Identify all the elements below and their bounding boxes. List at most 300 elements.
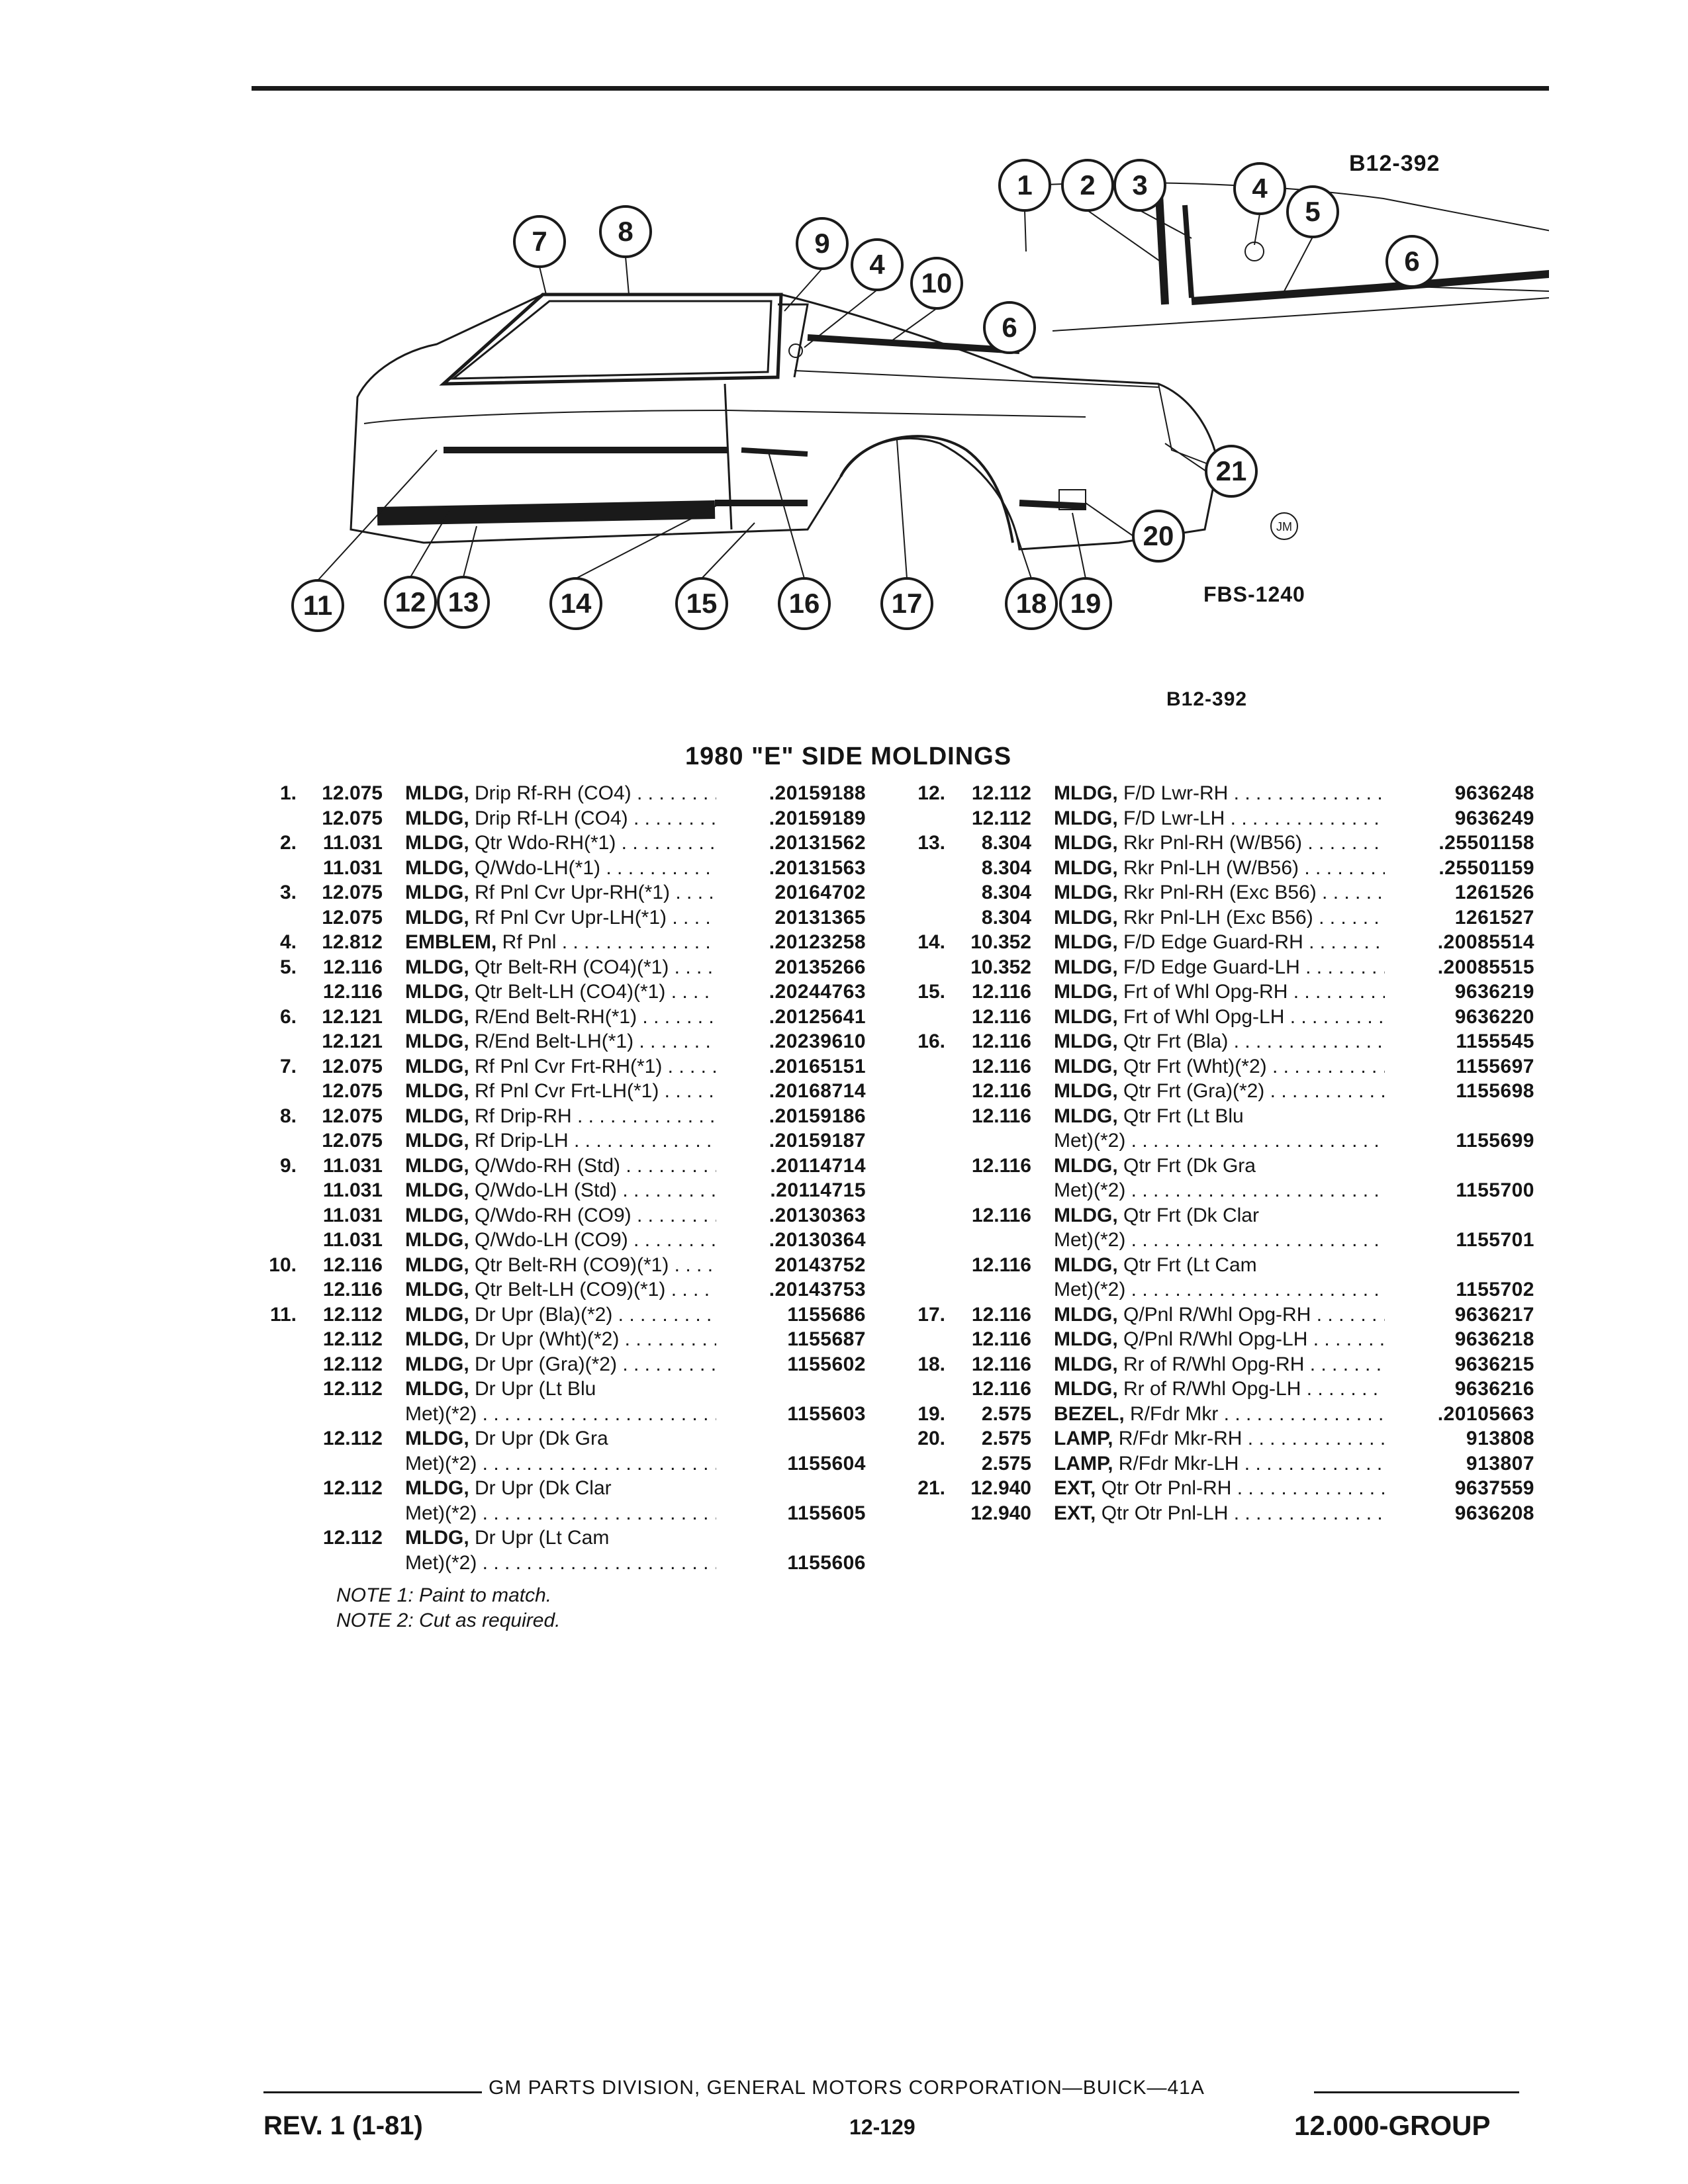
part-description [1054, 1054, 1385, 1079]
group-number: 12.116 [322, 981, 383, 1003]
ref-number: 17. [917, 1303, 945, 1326]
group-number: 2.575 [981, 1428, 1031, 1449]
part-desc-text: Q/Wdo-LH (CO9) [469, 1229, 628, 1251]
part-row [899, 831, 1534, 856]
part-number: 1155701 [1456, 1229, 1534, 1251]
part-keyword: MLDG, [405, 906, 469, 929]
part-number: 1155699 [1456, 1130, 1534, 1152]
part-description [405, 1253, 716, 1278]
ref-number: 2. [279, 832, 297, 854]
part-keyword: MLDG, [1054, 1154, 1118, 1177]
group-number: 12.112 [322, 1303, 383, 1326]
group-number: 12.940 [970, 1477, 1031, 1499]
part-description [1054, 1079, 1385, 1104]
part-description [1054, 1476, 1385, 1501]
part-row [899, 856, 1534, 881]
ref-number: 13. [917, 832, 945, 854]
part-desc-text: Met)(*2) [1054, 1279, 1126, 1300]
part-keyword: MLDG, [405, 1055, 469, 1077]
callout-19 [1060, 578, 1111, 629]
part-keyword: MLDG, [405, 1303, 469, 1326]
ref-number: 20. [917, 1428, 945, 1449]
parts-list-right [899, 781, 1534, 1525]
part-desc-text: Qtr Otr Pnl-LH [1096, 1502, 1229, 1524]
part-row [250, 1104, 866, 1129]
part-desc-text: F/D Edge Guard-RH [1117, 931, 1303, 953]
callout-16 [779, 578, 829, 629]
part-description [1054, 1402, 1385, 1427]
part-row [250, 1476, 866, 1501]
group-number: 11.031 [322, 832, 383, 854]
part-number: .20244763 [769, 981, 866, 1003]
part-number: .20159188 [769, 782, 866, 804]
jm-mark [1271, 513, 1297, 539]
part-description [405, 1029, 716, 1054]
svg-text:20: 20 [1143, 520, 1174, 551]
group-number: 12.116 [971, 1353, 1031, 1375]
part-keyword: MLDG, [405, 782, 469, 804]
page-number: 12-129 [849, 2115, 915, 2139]
ref-number: 3. [279, 882, 297, 903]
part-description [405, 1426, 716, 1451]
group-number: 2.575 [981, 1402, 1031, 1425]
part-keyword: MLDG, [405, 1353, 469, 1375]
part-description [405, 781, 716, 806]
fbs-code: FBS-1240 [1203, 582, 1305, 606]
callout-13 [438, 577, 489, 627]
part-row [899, 880, 1534, 905]
svg-text:13: 13 [447, 586, 479, 617]
part-description [1054, 1203, 1385, 1228]
callout-18 [1006, 578, 1056, 629]
svg-text:18: 18 [1015, 588, 1047, 619]
part-row [899, 781, 1534, 806]
part-row [250, 1525, 866, 1551]
part-description [1054, 979, 1385, 1005]
part-row [250, 1426, 866, 1451]
part-keyword: BEZEL, [1054, 1402, 1125, 1425]
part-row [250, 1203, 866, 1228]
part-number: 9636248 [1454, 782, 1534, 804]
part-desc-text: Met)(*2) [405, 1402, 477, 1425]
group-number: 12.116 [971, 1080, 1031, 1102]
part-number: 9636217 [1454, 1303, 1534, 1326]
part-row [899, 1005, 1534, 1030]
group-number: 8.304 [981, 906, 1031, 929]
part-desc-text: Rf Pnl Cvr Frt-RH(*1) [469, 1055, 663, 1077]
part-row [899, 1178, 1534, 1203]
part-description [405, 955, 716, 980]
part-desc-text: Met)(*2) [405, 1551, 477, 1574]
group-number: 12.075 [322, 1080, 383, 1102]
part-desc-text: Q/Wdo-RH (Std) [469, 1154, 621, 1177]
part-description [1054, 1377, 1385, 1402]
group-number: 12.121 [322, 1030, 383, 1052]
part-number: .20165151 [769, 1055, 866, 1077]
callout-1 [1000, 160, 1050, 210]
group-number: 12.812 [322, 931, 383, 953]
group-number: 10.352 [970, 956, 1031, 978]
svg-text:1: 1 [1017, 169, 1033, 201]
part-desc-text: R/Fdr Mkr [1124, 1402, 1219, 1425]
part-desc-text: Qtr Frt (Lt Blu [1117, 1105, 1244, 1127]
group-number: 11.031 [322, 1204, 383, 1226]
group-number: 12.075 [322, 906, 383, 929]
figure-code: B12-392 [1349, 151, 1440, 176]
part-row [250, 1302, 866, 1328]
part-desc-text: Rr of R/Whl Opg-LH [1117, 1378, 1301, 1400]
part-row [250, 979, 866, 1005]
notes [336, 1583, 560, 1633]
svg-text:6: 6 [1404, 246, 1420, 277]
part-keyword: MLDG, [1054, 1378, 1118, 1400]
part-number: 1155698 [1456, 1080, 1534, 1102]
part-keyword: MLDG, [1054, 1303, 1118, 1326]
group-code: 12.000-GROUP [1294, 2110, 1491, 2141]
part-keyword: MLDG, [405, 1080, 469, 1102]
part-desc-text: Q/Pnl R/Whl Opg-RH [1117, 1303, 1311, 1326]
part-description [405, 856, 716, 881]
callout-3 [1115, 160, 1165, 210]
part-description [1054, 1352, 1385, 1377]
part-description [1054, 1005, 1385, 1030]
group-number: 12.075 [322, 807, 383, 829]
ref-number: 8. [279, 1105, 297, 1127]
part-keyword: MLDG, [405, 1204, 469, 1226]
part-row [899, 1154, 1534, 1179]
part-keyword: MLDG, [405, 1005, 469, 1028]
ref-number: 19. [917, 1402, 945, 1425]
callout-2 [1062, 160, 1113, 210]
ref-number: 16. [917, 1030, 945, 1052]
part-row [899, 1476, 1534, 1501]
group-number: 12.112 [322, 1477, 383, 1499]
group-number: 12.116 [971, 1303, 1031, 1326]
part-row [899, 1203, 1534, 1228]
part-description [1054, 1104, 1385, 1129]
part-description [405, 1128, 716, 1154]
part-description [405, 1451, 716, 1477]
part-row [899, 930, 1534, 955]
part-row [250, 1551, 866, 1576]
part-keyword: MLDG, [1054, 1030, 1118, 1052]
callout-8 [600, 206, 651, 257]
svg-text:JM: JM [1276, 520, 1292, 533]
part-keyword: MLDG, [1054, 981, 1118, 1003]
part-keyword: MLDG, [405, 1527, 469, 1549]
group-number: 12.116 [971, 1204, 1031, 1226]
part-row [250, 1451, 866, 1477]
part-description [1054, 1178, 1385, 1203]
callout-10 [912, 258, 962, 308]
group-number: 11.031 [322, 1229, 383, 1251]
part-description [405, 831, 716, 856]
part-description [405, 1327, 716, 1352]
part-number: .20159187 [769, 1130, 866, 1152]
group-number: 8.304 [981, 832, 1031, 854]
part-number: .20105663 [1437, 1402, 1534, 1425]
part-number: 1155700 [1456, 1179, 1534, 1201]
footer-division: GM PARTS DIVISION, GENERAL MOTORS CORPORATION—BUICK—41A [489, 2077, 1205, 2099]
part-keyword: MLDG, [1054, 1253, 1118, 1276]
part-keyword: MLDG, [405, 1428, 469, 1449]
part-description [405, 1476, 716, 1501]
part-keyword: MLDG, [1054, 856, 1118, 879]
callout-5 [1288, 187, 1338, 237]
part-description [405, 1402, 716, 1427]
part-number: 9636215 [1454, 1353, 1534, 1375]
parts-list-left [250, 781, 866, 1575]
part-description [1054, 1302, 1385, 1328]
part-row [250, 1029, 866, 1054]
group-number: 12.112 [322, 1378, 383, 1400]
part-number: 20164702 [774, 882, 866, 903]
part-desc-text: Qtr Belt-LH (CO4)(*1) [469, 981, 666, 1003]
part-description [405, 1501, 716, 1526]
part-desc-text: Rf Pnl [496, 931, 557, 953]
svg-text:17: 17 [891, 588, 923, 619]
part-row [899, 1104, 1534, 1129]
part-keyword: MLDG, [1054, 931, 1118, 953]
callout-17 [882, 578, 932, 629]
footer-rule-right [1314, 2091, 1519, 2093]
part-number: .20159186 [769, 1105, 866, 1127]
ref-number: 7. [279, 1055, 297, 1077]
part-desc-text: Qtr Wdo-RH(*1) [469, 832, 616, 854]
part-number: .25501158 [1438, 832, 1534, 854]
part-number: 1261527 [1454, 906, 1534, 929]
callout-6b [984, 302, 1035, 353]
part-desc-text: Met)(*2) [1054, 1179, 1126, 1201]
part-keyword: MLDG, [405, 981, 469, 1003]
ref-number: 21. [917, 1477, 945, 1499]
callout-20 [1133, 511, 1184, 561]
part-row [250, 1277, 866, 1302]
part-description [1054, 781, 1385, 806]
part-desc-text: Qtr Frt (Gra)(*2) [1117, 1080, 1265, 1102]
part-number: 1155604 [787, 1452, 866, 1475]
part-number: 1155686 [787, 1303, 866, 1326]
svg-text:12: 12 [395, 586, 426, 617]
callout-11 [293, 580, 343, 631]
part-desc-text: F/D Lwr-LH [1117, 807, 1225, 829]
part-description [1054, 1154, 1385, 1179]
part-description [405, 1203, 716, 1228]
svg-text:6: 6 [1002, 312, 1017, 343]
part-keyword: EXT, [1054, 1477, 1096, 1499]
group-number: 12.116 [971, 1253, 1031, 1276]
svg-text:14: 14 [560, 588, 592, 619]
group-number: 12.116 [971, 1030, 1031, 1052]
part-number: .20085514 [1437, 931, 1534, 953]
part-number: .20131563 [769, 856, 866, 879]
group-number: 2.575 [981, 1452, 1031, 1475]
part-description [405, 1352, 716, 1377]
part-description [1054, 1501, 1385, 1526]
part-desc-text: Dr Upr (Bla)(*2) [469, 1303, 613, 1326]
callout-14 [551, 578, 601, 629]
part-description [1054, 1451, 1385, 1477]
part-row [899, 1501, 1534, 1526]
svg-text:7: 7 [532, 226, 547, 257]
part-desc-text: Met)(*2) [405, 1452, 477, 1475]
ref-number: 15. [917, 981, 945, 1003]
group-number: 12.112 [971, 807, 1031, 829]
part-row [250, 1228, 866, 1253]
group-number: 12.112 [322, 1428, 383, 1449]
callout-6 [1387, 236, 1437, 287]
group-number: 12.116 [322, 1279, 383, 1300]
part-keyword: MLDG, [405, 1253, 469, 1276]
svg-text:16: 16 [788, 588, 820, 619]
part-row [250, 1054, 866, 1079]
part-desc-text: Qtr Frt (Dk Clar [1117, 1204, 1259, 1226]
group-number: 12.116 [971, 1328, 1031, 1350]
group-number: 12.121 [322, 1005, 383, 1028]
part-desc-text: Frt of Whl Opg-RH [1117, 981, 1288, 1003]
part-number: 9636216 [1454, 1378, 1534, 1400]
part-keyword: MLDG, [405, 1229, 469, 1251]
part-description [405, 1551, 716, 1576]
svg-text:4: 4 [1252, 173, 1268, 204]
part-description [1054, 1327, 1385, 1352]
part-number: .20131562 [769, 832, 866, 854]
part-keyword: MLDG, [1054, 1080, 1118, 1102]
part-number: 1155606 [787, 1551, 866, 1574]
ref-number: 11. [269, 1303, 297, 1326]
part-description [405, 1302, 716, 1328]
footer-rule-left [263, 2091, 482, 2093]
part-number: 1155603 [787, 1402, 866, 1425]
callout-9 [797, 218, 847, 269]
group-number: 12.112 [322, 1527, 383, 1549]
part-keyword: MLDG, [1054, 1204, 1118, 1226]
part-number: 20135266 [774, 956, 866, 978]
part-keyword: MLDG, [1054, 906, 1118, 929]
part-keyword: MLDG, [405, 856, 469, 879]
group-number: 8.304 [981, 856, 1031, 879]
part-number: 1155687 [787, 1328, 866, 1350]
part-desc-text: Qtr Frt (Wht)(*2) [1117, 1055, 1267, 1077]
moldings-illustration [291, 132, 1549, 662]
part-description [1054, 1029, 1385, 1054]
part-row [250, 1005, 866, 1030]
ref-number: 14. [917, 931, 945, 953]
svg-text:4: 4 [869, 249, 885, 280]
part-row [899, 1228, 1534, 1253]
part-keyword: MLDG, [1054, 882, 1118, 903]
part-description [1054, 1426, 1385, 1451]
part-desc-text: Frt of Whl Opg-LH [1117, 1005, 1285, 1028]
part-keyword: MLDG, [405, 956, 469, 978]
part-number: .20114714 [770, 1154, 866, 1177]
figure-caption-code: B12-392 [1166, 688, 1248, 710]
part-description [1054, 856, 1385, 881]
part-desc-text: Dr Upr (Lt Blu [469, 1378, 596, 1400]
part-number: 20143752 [774, 1253, 866, 1276]
part-description [405, 1079, 716, 1104]
part-keyword: LAMP, [1054, 1428, 1113, 1449]
part-row [899, 1128, 1534, 1154]
svg-text:21: 21 [1215, 455, 1247, 486]
group-number: 12.116 [971, 1105, 1031, 1127]
part-number: 9636220 [1454, 1005, 1534, 1028]
ref-number: 10. [269, 1253, 297, 1276]
note-2: NOTE 2: Cut as required. [336, 1610, 561, 1631]
part-description [405, 1054, 716, 1079]
part-desc-text: Q/Wdo-LH(*1) [469, 856, 601, 879]
part-desc-text: Qtr Otr Pnl-RH [1096, 1477, 1232, 1499]
part-number: 1155602 [787, 1353, 866, 1375]
part-row [899, 806, 1534, 831]
part-keyword: MLDG, [405, 1378, 469, 1400]
part-description [405, 930, 716, 955]
part-description [1054, 1253, 1385, 1278]
part-row [899, 1302, 1534, 1328]
part-description [405, 1178, 716, 1203]
part-number: .20123258 [769, 931, 866, 953]
part-keyword: MLDG, [405, 1130, 469, 1152]
part-number: .25501159 [1438, 856, 1534, 879]
part-description [405, 979, 716, 1005]
svg-text:15: 15 [686, 588, 718, 619]
part-keyword: MLDG, [405, 1105, 469, 1127]
group-number: 12.112 [322, 1328, 383, 1350]
part-keyword: MLDG, [405, 882, 469, 903]
part-desc-text: Q/Pnl R/Whl Opg-LH [1117, 1328, 1308, 1350]
part-description [1054, 1228, 1385, 1253]
part-row [250, 806, 866, 831]
part-number: .20143753 [769, 1279, 866, 1300]
svg-text:8: 8 [618, 216, 633, 247]
svg-text:9: 9 [814, 228, 830, 259]
group-number: 12.116 [971, 1055, 1031, 1077]
part-desc-text: Met)(*2) [405, 1502, 477, 1524]
part-number: 9636249 [1454, 807, 1534, 829]
part-desc-text: Rf Drip-LH [469, 1130, 569, 1152]
part-keyword: MLDG, [1054, 956, 1118, 978]
part-number: 1155545 [1456, 1030, 1534, 1052]
svg-text:10: 10 [921, 267, 953, 298]
part-number: .20130364 [769, 1229, 866, 1251]
part-desc-text: Dr Upr (Gra)(*2) [469, 1353, 617, 1375]
part-number: .20130363 [769, 1204, 866, 1226]
part-keyword: MLDG, [1054, 1005, 1118, 1028]
part-row [899, 1253, 1534, 1278]
part-desc-text: Rf Pnl Cvr Upr-LH(*1) [469, 906, 667, 929]
part-desc-text: R/Fdr Mkr-LH [1113, 1452, 1239, 1475]
part-row [250, 1402, 866, 1427]
part-desc-text: Qtr Frt (Dk Gra [1117, 1154, 1256, 1177]
part-number: 913808 [1466, 1428, 1534, 1449]
part-desc-text: Qtr Belt-RH (CO9)(*1) [469, 1253, 669, 1276]
callout-7 [514, 216, 565, 267]
part-row [250, 1154, 866, 1179]
part-desc-text: Qtr Frt (Bla) [1117, 1030, 1229, 1052]
group-number: 12.116 [322, 956, 383, 978]
part-number: 9636208 [1454, 1502, 1534, 1524]
part-number: 9636219 [1454, 981, 1534, 1003]
part-row [899, 1352, 1534, 1377]
group-number: 11.031 [322, 856, 383, 879]
group-number: 12.075 [322, 782, 383, 804]
part-keyword: MLDG, [405, 1328, 469, 1350]
part-number: .20114715 [770, 1179, 866, 1201]
part-keyword: MLDG, [1054, 1055, 1118, 1077]
part-keyword: MLDG, [1054, 832, 1118, 854]
part-row [899, 1029, 1534, 1054]
part-desc-text: Dr Upr (Dk Gra [469, 1428, 608, 1449]
